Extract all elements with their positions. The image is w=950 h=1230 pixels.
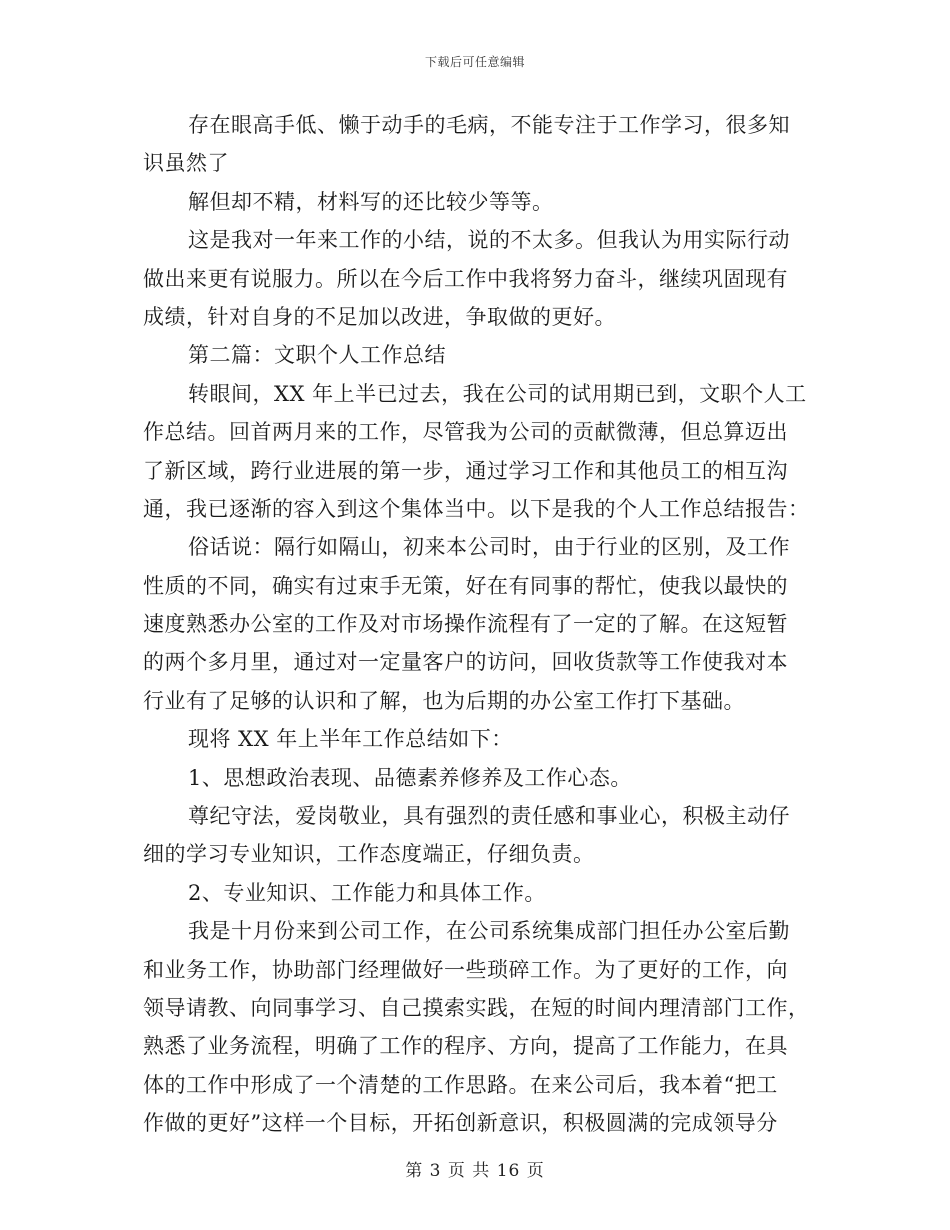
document-body (143, 106, 810, 1143)
text-line: 性质的不同，确实有过束手无策，好在有同事的帮忙，使我以最快的 (143, 573, 788, 598)
text-line: 速度熟悉办公室的工作及对市场操作流程有了一定的了解。在这短暂 (143, 612, 788, 637)
text-line: 转眼间，XX 年上半已过去，我在公司的试用期已到，文职个人工 (188, 381, 807, 406)
text-line: 2、专业知识、工作能力和具体工作。 (188, 880, 546, 905)
text-line: 的两个多月里，通过对一定量客户的访问，回收货款等工作使我对本 (143, 650, 788, 675)
page-footer: 第 3 页 共 16 页 (405, 1161, 545, 1181)
text-line: 尊纪守法，爱岗敬业，具有强烈的责任感和事业心，积极主动仔 (188, 804, 790, 829)
text-line: 熟悉了业务流程，明确了工作的程序、方向，提高了工作能力，在具 (143, 1034, 788, 1059)
text-line: 识虽然了 (143, 151, 229, 176)
text-line: 体的工作中形成了一个清楚的工作思路。在来公司后，我本着“把工 (143, 1072, 778, 1097)
text-line: 作总结。回首两月来的工作，尽管我为公司的贡献微薄，但总算迈出 (143, 420, 788, 445)
text-line: 和业务工作，协助部门经理做好一些琐碎工作。为了更好的工作，向 (143, 957, 788, 982)
text-line: 领导请教、向同事学习、自己摸索实践，在短的时间内理清部门工作， (143, 995, 810, 1020)
text-line: 行业有了足够的认识和了解，也为后期的办公室工作打下基础。 (143, 688, 745, 713)
text-line: 存在眼高手低、懒于动手的毛病，不能专注于工作学习，很多知 (188, 113, 790, 137)
text-line: 1、思想政治表现、品德素养修养及工作心态。 (188, 765, 632, 790)
text-line: 通，我已逐渐的容入到这个集体当中。以下是我的个人工作总结报告： (143, 496, 810, 521)
text-line: 俗话说：隔行如隔山，初来本公司时，由于行业的区别，及工作 (188, 535, 790, 560)
text-line: 作做的更好”这样一个目标，开拓创新意识，积极圆满的完成领导分 (143, 1111, 778, 1136)
text-line: 做出来更有说服力。所以在今后工作中我将努力奋斗，继续巩固现有 (143, 266, 788, 291)
text-line: 解但却不精，材料写的还比较少等等。 (188, 189, 554, 214)
text-line: 第二篇：文职个人工作总结 (188, 343, 446, 368)
text-line: 成绩，针对自身的不足加以改进，争取做的更好。 (143, 304, 616, 329)
text-line: 我是十月份来到公司工作，在公司系统集成部门担任办公室后勤 (188, 919, 790, 944)
text-line: 了新区域，跨行业进展的第一步，通过学习工作和其他员工的相互沟 (143, 458, 788, 483)
page-header: 下载后可任意编辑 (424, 55, 525, 69)
text-line: 现将 XX 年上半年工作总结如下： (188, 727, 513, 752)
text-line: 这是我对一年来工作的小结，说的不太多。但我认为用实际行动 (188, 228, 790, 253)
text-line: 细的学习专业知识，工作态度端正，仔细负责。 (143, 842, 595, 867)
